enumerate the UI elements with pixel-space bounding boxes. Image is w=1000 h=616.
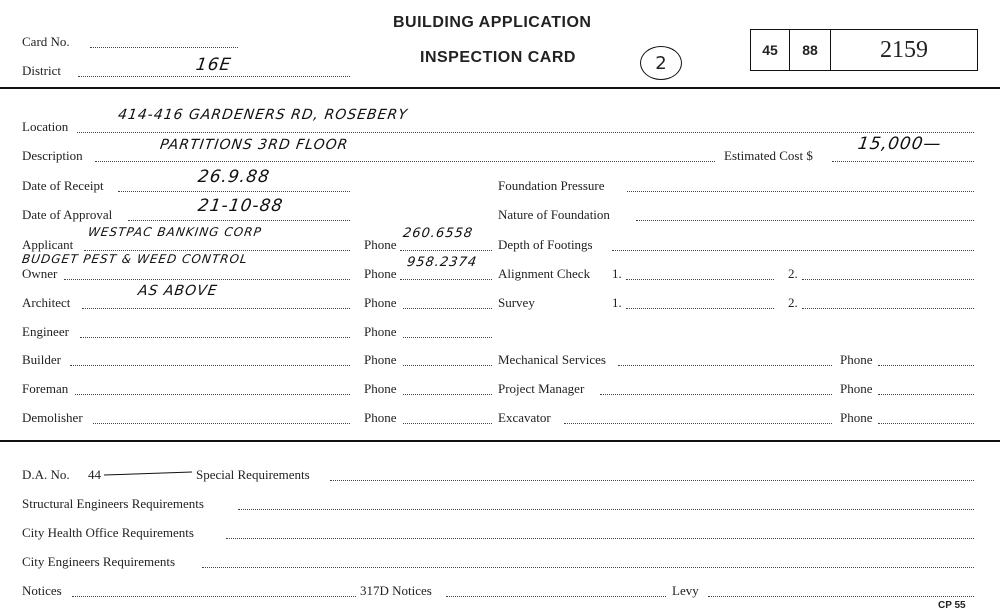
structural-engineers-label: Structural Engineers Requirements: [22, 496, 204, 511]
alignment-check-label: Alignment Check: [498, 266, 591, 281]
survey-num2: 2.: [788, 295, 798, 310]
description-field[interactable]: [95, 160, 715, 162]
section-divider: [0, 440, 1000, 442]
alignment-check-num1: 1.: [612, 266, 622, 281]
owner-phone-label: Phone: [364, 266, 397, 281]
demolisher-field[interactable]: [93, 422, 350, 424]
special-requirements-field[interactable]: [330, 479, 974, 481]
demolisher-label: Demolisher: [22, 410, 83, 425]
special-requirements-label: Special Requirements: [196, 467, 310, 482]
city-engineers-field[interactable]: [202, 566, 974, 568]
demolisher-phone-label: Phone: [364, 410, 397, 425]
form-subtitle: INSPECTION CARD: [420, 49, 576, 66]
alignment-check-field-2[interactable]: [802, 278, 974, 280]
date-of-approval-field[interactable]: [128, 219, 350, 221]
foreman-field[interactable]: [75, 393, 350, 395]
card-no-label: Card No.: [22, 34, 70, 49]
card-number-cell: 2159: [880, 36, 928, 63]
estimated-cost-label: Estimated Cost $: [724, 148, 813, 163]
location-label: Location: [22, 119, 69, 134]
mechanical-services-phone-field[interactable]: [878, 364, 974, 366]
notices-317d-field[interactable]: [446, 595, 666, 597]
project-manager-phone-field[interactable]: [878, 393, 974, 395]
alignment-check-num2: 2.: [788, 266, 798, 281]
header-divider: [0, 87, 1000, 89]
foreman-phone-field[interactable]: [403, 393, 492, 395]
engineer-field[interactable]: [80, 336, 350, 338]
da-no-label: D.A. No.: [22, 467, 70, 482]
applicant-phone-field[interactable]: [400, 249, 492, 251]
owner-value: BUDGET PEST & WEED CONTROL: [21, 252, 249, 266]
foundation-pressure-label: Foundation Pressure: [498, 178, 605, 193]
card-no-field[interactable]: [90, 46, 238, 48]
survey-num1: 1.: [612, 295, 622, 310]
engineer-phone-field[interactable]: [403, 336, 492, 338]
circled-number-text: 2: [655, 52, 667, 74]
applicant-phone-label: Phone: [364, 237, 397, 252]
excavator-phone-label: Phone: [840, 410, 873, 425]
project-manager-label: Project Manager: [498, 381, 585, 396]
builder-phone-field[interactable]: [403, 364, 492, 366]
foundation-pressure-field[interactable]: [627, 190, 974, 192]
code2-cell: 88: [790, 30, 831, 70]
levy-field[interactable]: [708, 595, 974, 597]
excavator-phone-field[interactable]: [878, 422, 974, 424]
project-manager-phone-label: Phone: [840, 381, 873, 396]
description-label: Description: [22, 148, 83, 163]
demolisher-phone-field[interactable]: [403, 422, 492, 424]
alignment-check-field-1[interactable]: [626, 278, 774, 280]
builder-label: Builder: [22, 352, 61, 367]
architect-phone-field[interactable]: [403, 307, 492, 309]
form-code: CP 55: [938, 600, 966, 611]
district-value: 16E: [194, 55, 233, 75]
levy-label: Levy: [672, 583, 699, 598]
mechanical-services-phone-label: Phone: [840, 352, 873, 367]
applicant-value: WESTPAC BANKING CORP: [87, 225, 263, 239]
da-no-value: 44: [88, 467, 101, 482]
form-title: BUILDING APPLICATION: [393, 14, 592, 31]
applicant-phone-value: 260.6558: [401, 226, 475, 241]
estimated-cost-field[interactable]: [832, 160, 974, 162]
architect-field[interactable]: [82, 307, 350, 309]
owner-label: Owner: [22, 266, 58, 281]
location-field[interactable]: [77, 131, 974, 133]
nature-of-foundation-label: Nature of Foundation: [498, 207, 610, 222]
architect-phone-label: Phone: [364, 295, 397, 310]
builder-phone-label: Phone: [364, 352, 397, 367]
survey-field-1[interactable]: [626, 307, 774, 309]
district-label: District: [22, 63, 61, 78]
architect-label: Architect: [22, 295, 71, 310]
district-field[interactable]: [78, 75, 350, 77]
applicant-label: Applicant: [22, 237, 74, 252]
date-of-receipt-value: 26.9.88: [196, 167, 272, 187]
date-of-receipt-label: Date of Receipt: [22, 178, 104, 193]
circled-number: [640, 46, 682, 80]
applicant-field[interactable]: [84, 249, 350, 251]
foreman-phone-label: Phone: [364, 381, 397, 396]
description-value: PARTITIONS 3RD FLOOR: [158, 137, 350, 153]
owner-field[interactable]: [64, 278, 350, 280]
da-no-stroke: [104, 471, 192, 475]
architect-value: AS ABOVE: [136, 283, 219, 299]
owner-phone-value: 958.2374: [405, 255, 479, 270]
depth-of-footings-label: Depth of Footings: [498, 237, 593, 252]
survey-field-2[interactable]: [802, 307, 974, 309]
city-health-field[interactable]: [226, 537, 974, 539]
code1-cell: 45: [751, 30, 790, 70]
notices-field[interactable]: [72, 595, 356, 597]
engineer-phone-label: Phone: [364, 324, 397, 339]
mechanical-services-label: Mechanical Services: [498, 352, 606, 367]
survey-label: Survey: [498, 295, 535, 310]
notices-label: Notices: [22, 583, 62, 598]
depth-of-footings-field[interactable]: [612, 249, 974, 251]
date-of-receipt-field[interactable]: [118, 190, 350, 192]
nature-of-foundation-field[interactable]: [636, 219, 974, 221]
structural-engineers-field[interactable]: [238, 508, 974, 510]
mechanical-services-field[interactable]: [618, 364, 832, 366]
excavator-field[interactable]: [564, 422, 832, 424]
project-manager-field[interactable]: [600, 393, 832, 395]
excavator-label: Excavator: [498, 410, 551, 425]
location-value: 414-416 GARDENERS RD, ROSEBERY: [116, 107, 409, 123]
foreman-label: Foreman: [22, 381, 69, 396]
notices-317d-label: 317D Notices: [360, 583, 432, 598]
estimated-cost-value: 15,000—: [856, 134, 943, 154]
date-of-approval-value: 21-10-88: [196, 196, 285, 216]
date-of-approval-label: Date of Approval: [22, 207, 113, 222]
card-number-box: [750, 29, 978, 71]
owner-phone-field[interactable]: [400, 278, 492, 280]
city-health-label: City Health Office Requirements: [22, 525, 194, 540]
builder-field[interactable]: [70, 364, 350, 366]
city-engineers-label: City Engineers Requirements: [22, 554, 176, 569]
engineer-label: Engineer: [22, 324, 69, 339]
